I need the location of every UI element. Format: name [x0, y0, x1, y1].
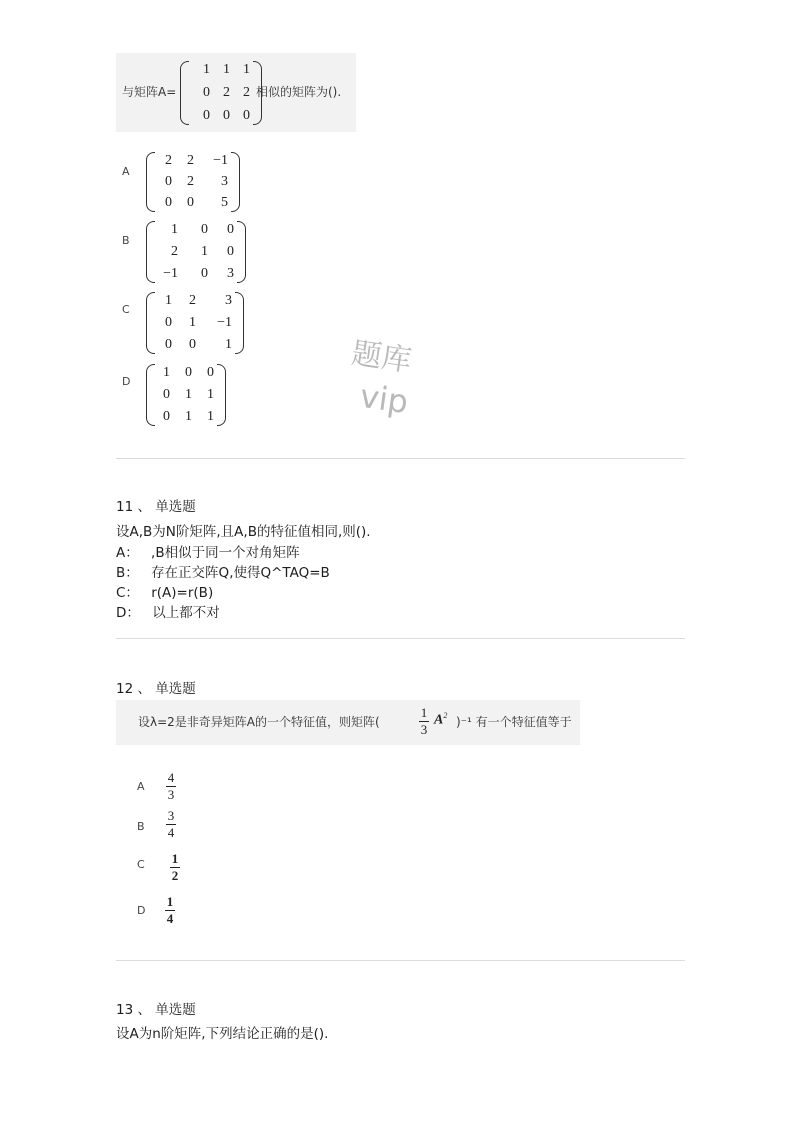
matrix-cell: 0: [187, 195, 194, 210]
option-fraction: 1 2: [171, 851, 179, 883]
q11-option-a[interactable]: [116, 541, 300, 561]
q13-header: 13 、 单选题: [116, 1002, 196, 1018]
matrix-cell: 0: [165, 315, 172, 330]
matrix-cell: 1: [163, 365, 170, 380]
watermark-line2: vip: [357, 376, 411, 422]
matrix-cell: 2: [187, 174, 194, 189]
matrix-cell: 2: [243, 85, 250, 100]
matrix-cell: −1: [217, 315, 232, 330]
matrix-cell: 0: [203, 108, 210, 123]
option-label: A: [137, 780, 145, 793]
option-label: C: [122, 303, 130, 316]
divider: [116, 458, 685, 459]
matrix-cell: 0: [207, 365, 214, 380]
option-label: A: [122, 165, 130, 178]
fraction-numerator: 1: [420, 705, 428, 720]
matrix-cell: 0: [165, 174, 172, 189]
matrix-cell: 0: [227, 244, 234, 259]
fraction-denominator: 3: [420, 722, 428, 737]
option-text: 以上都不对: [152, 605, 220, 621]
option-label: B: [122, 234, 130, 247]
q10-stem-after: 相似的矩阵为().: [256, 85, 342, 99]
option-text: ,B相似于同一个对角矩阵: [151, 545, 300, 561]
matrix-cell: 1: [185, 409, 192, 424]
matrix-cell: 2: [189, 293, 196, 308]
matrix-cell: 0: [223, 108, 230, 123]
q11-option-b[interactable]: [116, 561, 330, 581]
option-matrix: [146, 292, 244, 354]
matrix-cell: 1: [207, 387, 214, 402]
matrix-cell: 0: [165, 337, 172, 352]
q11-option-c[interactable]: [116, 581, 213, 601]
matrix-cell: 0: [201, 266, 208, 281]
option-label: D: [137, 904, 146, 917]
option-text: r(A)=r(B): [151, 585, 214, 601]
matrix-cell: 0: [201, 222, 208, 237]
q11-stem: 设A,B为N阶矩阵,且A,B的特征值相同,则().: [116, 524, 371, 540]
q10-stem-matrix: [180, 61, 262, 125]
q12-stem-image: [116, 700, 580, 745]
matrix-cell: 3: [221, 174, 228, 189]
q13-stem: 设A为n阶矩阵,下列结论正确的是().: [116, 1026, 329, 1042]
option-label: A：: [116, 545, 139, 561]
matrix-cell: 1: [203, 62, 210, 77]
matrix-cell: 0: [243, 108, 250, 123]
option-matrix: [146, 364, 226, 426]
matrix-cell: 5: [221, 195, 228, 210]
option-text: 存在正交阵Q,使得Q^TAQ=B: [151, 565, 330, 581]
q10-stem-before: 与矩阵A=: [122, 85, 177, 99]
matrix-cell: 2: [171, 244, 178, 259]
option-matrix: [146, 152, 240, 212]
option-matrix: [146, 221, 246, 283]
matrix-cell: 0: [227, 222, 234, 237]
matrix-cell: 1: [171, 222, 178, 237]
matrix-cell: −1: [213, 153, 228, 168]
q12-stem-fraction: [419, 706, 429, 737]
q12-stem-matrix-symbol: $A^2$: [434, 711, 448, 728]
matrix-cell: 1: [207, 409, 214, 424]
matrix-cell: 0: [163, 387, 170, 402]
matrix-cell: 1: [185, 387, 192, 402]
matrix-cell: 0: [163, 409, 170, 424]
matrix-cell: 1: [201, 244, 208, 259]
q12-header: 12 、 单选题: [116, 681, 196, 697]
option-label: D：: [116, 605, 140, 621]
matrix-cell: 1: [225, 337, 232, 352]
matrix-cell: 1: [223, 62, 230, 77]
option-fraction: 4 3: [167, 770, 175, 802]
matrix-cell: 1: [189, 315, 196, 330]
option-fraction: 1 4: [166, 894, 174, 926]
matrix-cell: −1: [163, 266, 178, 281]
option-label: D: [122, 375, 131, 388]
option-label: C：: [116, 585, 139, 601]
divider: [116, 638, 685, 639]
matrix-cell: 0: [165, 195, 172, 210]
q12-stem-after: )⁻¹ 有一个特征值等于: [456, 715, 572, 729]
watermark-line1: 题库: [349, 335, 414, 379]
matrix-cell: 0: [203, 85, 210, 100]
matrix-cell: 0: [189, 337, 196, 352]
option-label: C: [137, 858, 145, 871]
q12-stem-before: 设λ=2是非奇异矩阵A的一个特征值，则矩阵(: [138, 715, 380, 729]
option-label: B：: [116, 565, 139, 581]
option-label: B: [137, 820, 145, 833]
matrix-cell: 1: [243, 62, 250, 77]
matrix-cell: 2: [187, 153, 194, 168]
matrix-cell: 2: [165, 153, 172, 168]
matrix-cell: 2: [223, 85, 230, 100]
matrix-cell: 3: [225, 293, 232, 308]
q11-option-d[interactable]: [116, 601, 220, 621]
matrix-cell: 0: [185, 365, 192, 380]
divider: [116, 960, 685, 961]
matrix-cell: 1: [165, 293, 172, 308]
option-fraction: 3 4: [167, 808, 175, 840]
q10-stem-image: [116, 53, 356, 132]
q11-header: 11 、 单选题: [116, 499, 196, 515]
matrix-cell: 3: [227, 266, 234, 281]
